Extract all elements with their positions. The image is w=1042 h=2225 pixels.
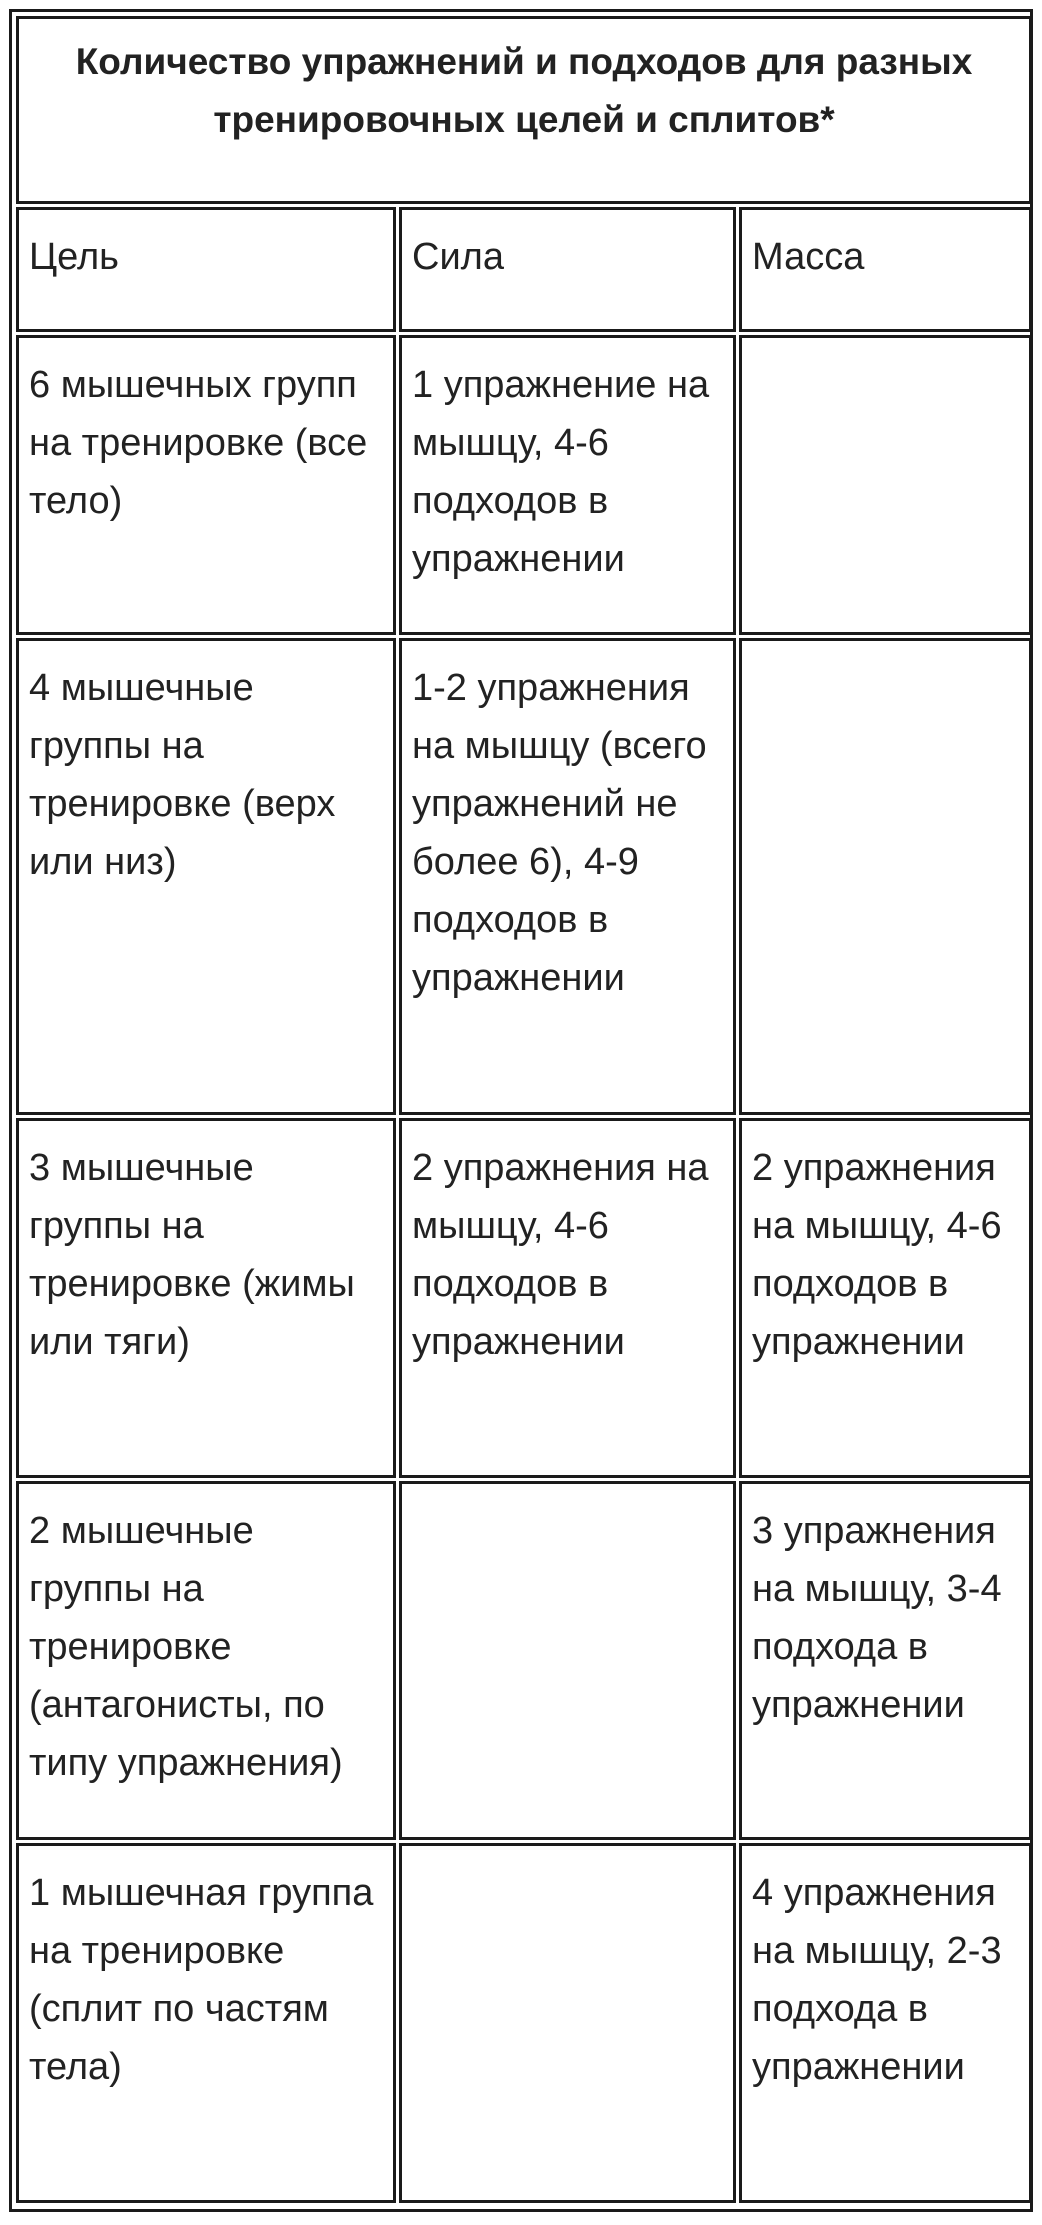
table-row — [16, 638, 1032, 1115]
table-row — [16, 1481, 1032, 1840]
header-mass: Масса — [739, 207, 1032, 332]
cell-strength — [399, 1843, 736, 2203]
table-title: Количество упражнений и подходов для разных тренировочных целей и сплитов* — [16, 16, 1032, 204]
cell-mass: 3 упражнения на мышцу, 3-4 подхода в упражнении — [739, 1481, 1032, 1840]
cell-mass — [739, 335, 1032, 635]
header-goal: Цель — [16, 207, 396, 332]
cell-strength: 1-2 упражнения на мышцу (всего упражнений не более 6), 4-9 подходов в упражнении — [399, 638, 736, 1115]
cell-strength: 2 упражнения на мышцу, 4-6 подходов в упражнении — [399, 1118, 736, 1478]
cell-goal: 1 мышечная группа на тренировке (сплит по частям тела) — [16, 1843, 396, 2203]
cell-mass: 2 упражнения на мышцу, 4-6 подходов в упражнении — [739, 1118, 1032, 1478]
cell-goal: 2 мышечные группы на тренировке (антагонисты, по типу упражнения) — [16, 1481, 396, 1840]
cell-goal: 6 мышечных групп на тренировке (все тело) — [16, 335, 396, 635]
table-row — [16, 1118, 1032, 1478]
header-row — [16, 207, 1032, 332]
cell-strength — [399, 1481, 736, 1840]
cell-strength: 1 упражнение на мышцу, 4-6 подходов в упражнении — [399, 335, 736, 635]
cell-goal: 4 мышечные группы на тренировке (верх или низ) — [16, 638, 396, 1115]
table-row — [16, 335, 1032, 635]
cell-mass — [739, 638, 1032, 1115]
cell-mass: 4 упражнения на мышцу, 2-3 подхода в упражнении — [739, 1843, 1032, 2203]
header-strength: Сила — [399, 207, 736, 332]
cell-goal: 3 мышечные группы на тренировке (жимы или тяги) — [16, 1118, 396, 1478]
title-row — [16, 16, 1032, 204]
training-table — [13, 13, 1035, 2206]
table-frame — [9, 9, 1033, 2212]
table-row — [16, 1843, 1032, 2203]
